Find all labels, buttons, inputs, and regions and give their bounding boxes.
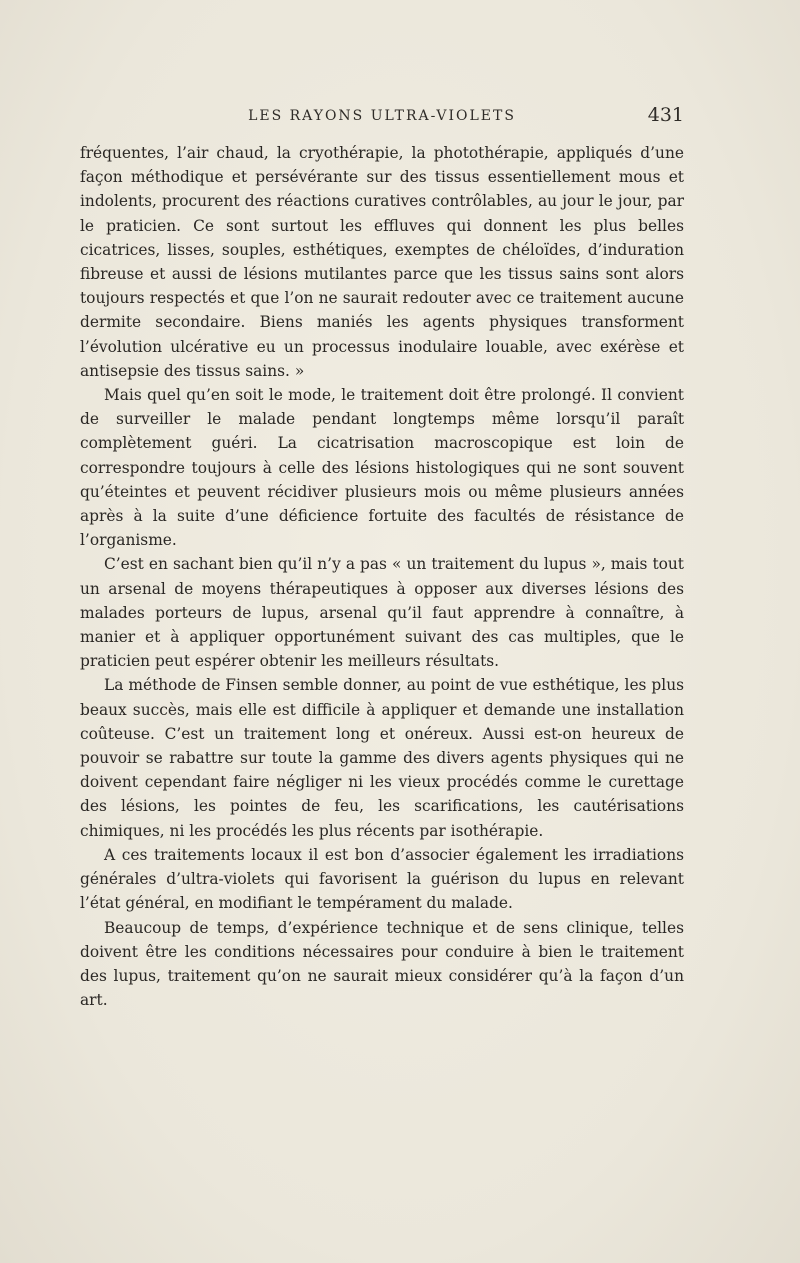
body-text xyxy=(80,141,684,1012)
paragraph-continuation: fréquentes, l’air chaud, la cryothérapie, la photothérapie, appliqués d’une façon méthodique et persévérante sur des tissus essentiellement mous et indolents, procurent des réactions curatives contrôlables, au jour le jour, par le praticien. Ce sont surtout les effluves qui donnent les plus belles cicatrices, lisses, souples, esthétiques, exemptes de chéloïdes, d’induration fibreuse et aussi de lésions mutilantes parce que les tissus sains sont alors toujours respectés et que l’on ne saurait redouter avec ce traitement aucune dermite secondaire. Biens maniés les agents physiques transforment l’évolution ulcérative eu un processus inodulaire louable, avec exérèse et antisepsie des tissus sains. » xyxy=(80,144,684,380)
paragraph: La méthode de Finsen semble donner, au point de vue esthétique, les plus beaux succès, mais elle est difficile à appliquer et demande une installation coûteuse. C’est un traitement long et onéreux. Aussi est-on heureux de pouvoir se rabattre sur toute la gamme des divers agents physiques qui ne doivent cependant faire négliger ni les vieux procédés comme le curettage des lésions, les pointes de feu, les scarifications, les cautérisations chimiques, ni les procédés les plus récents par isothérapie. xyxy=(80,676,684,840)
running-title: LES RAYONS ULTRA-VIOLETS xyxy=(248,108,516,124)
paragraph: Mais quel qu’en soit le mode, le traitement doit être prolongé. Il convient de surveiller le malade pendant longtemps même lorsqu’il paraît complètement guéri. La cicatrisation macroscopique est loin de correspondre toujours à celle des lésions histologiques qui ne sont souvent qu’éteintes et peuvent récidiver plusieurs mois ou même plusieurs années après à la suite d’une déficience fortuite des facultés de résistance de l’organisme. xyxy=(80,386,684,550)
page-header xyxy=(80,104,684,126)
paragraph: Beaucoup de temps, d’expérience technique et de sens clinique, telles doivent être les conditions nécessaires pour conduire à bien le traitement des lupus, traitement qu’on ne saurait mieux considérer qu’à la façon d’un art. xyxy=(80,918,684,1010)
paragraph: C’est en sachant bien qu’il n’y a pas « un traitement du lupus », mais tout un arsenal de moyens thérapeutiques à opposer aux diverses lésions des malades porteurs de lupus, arsenal qu’il faut apprendre à connaître, à manier et à appliquer opportunément suivant des cas multiples, que le praticien peut espérer obtenir les meilleurs résultats. xyxy=(80,555,684,671)
page-number: 431 xyxy=(647,104,684,126)
paragraph: A ces traitements locaux il est bon d’associer également les irradiations générales d’ultra-violets qui favorisent la guérison du lupus en relevant l’état général, en modifiant le tempérament du malade. xyxy=(80,845,684,913)
